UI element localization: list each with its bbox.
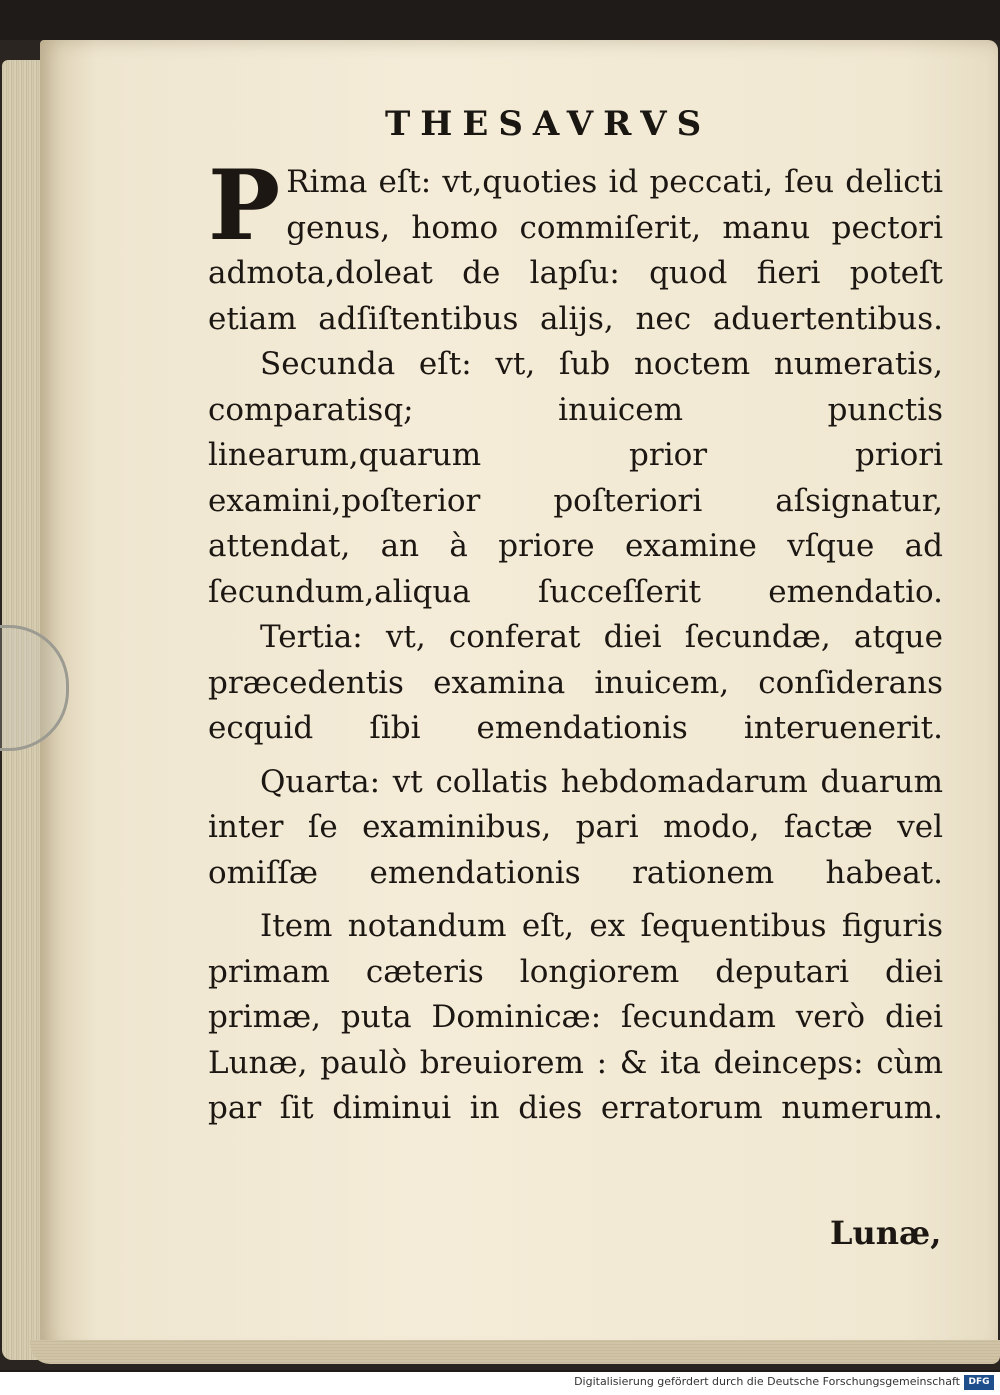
footer-credit: Digitalisierung gefördert durch die Deutsche Forschungsgemeinschaft [574,1375,960,1388]
paragraph-2: Secunda eſt: vt, ſub noctem numeratis, comparatisq; inuicem punctis linearum,quarum prior priori examini,poſterior poſteriori aſsignatur, attendat, an à priore examine vſque ad ſecundum,aliqua ſucceſſerit emendatio. [208,346,943,610]
paragraph-1-text: Rima eſt: vt,quoties id peccati, ſeu delicti genus, homo commiſerit, manu pectori admota,doleat de lapſu: quod fieri poteſt etiam adſiſtentibus alijs, nec aduertentibus. [208,164,943,337]
drop-cap: P [208,149,281,262]
page-text [208,149,943,1132]
catchword: Lunæ, [830,1214,942,1252]
spacer [208,896,943,904]
bottom-page-edges [30,1340,1000,1364]
paragraph-3: Tertia: vt, conferat diei ſecundæ, atque præcedentis examina inuicem, conſiderans ecquid ſibi emendationis interuenerit. [208,619,943,746]
paragraph-4: Quarta: vt collatis hebdomadarum duarum inter ſe examinibus, pari modo, factæ vel omiſſæ emendationis rationem habeat. [208,763,943,891]
dfg-logo-icon: DFG [964,1375,994,1390]
paragraph-5: Item notandum eſt, ex ſequentibus figuris primam cæteris longiorem deputari diei primæ, puta Dominicæ: ſecundam verò diei Lunæ, paulò breuiorem : & ita deinceps: cùm par ſit diminui in dies erratorum numerum. [208,908,943,1126]
footer-bar [0,1372,1000,1395]
running-title: THESAVRVS [385,104,712,144]
spacer [208,752,943,760]
paragraph-1 [208,149,943,342]
